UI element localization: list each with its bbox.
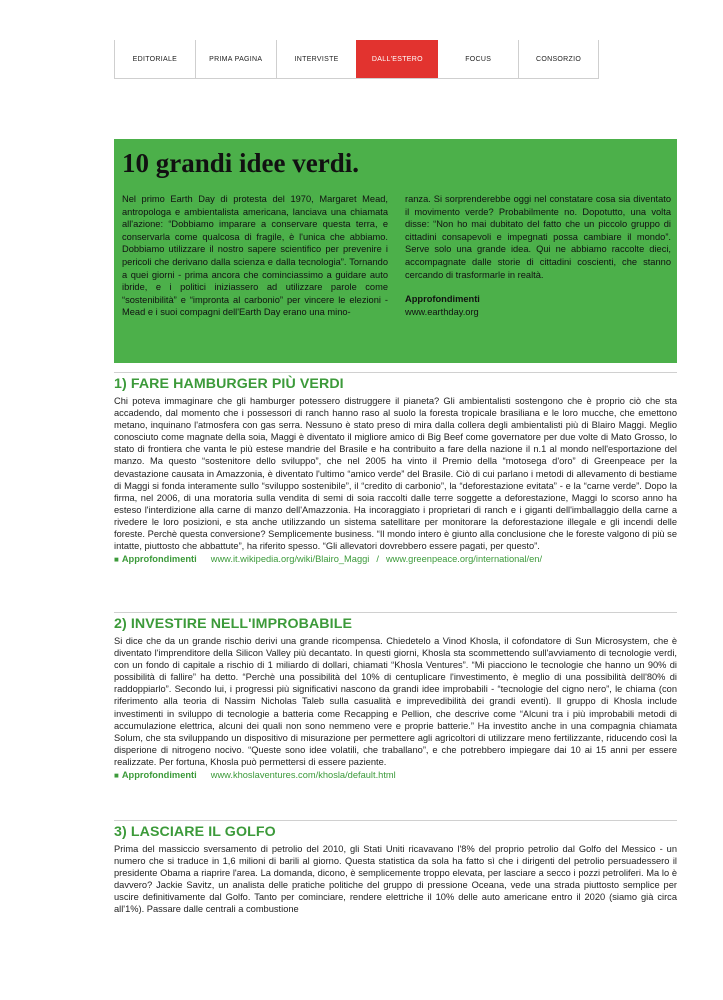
square-bullet-icon: ■ [114,771,119,781]
section-3-body: Prima del massiccio sversamento di petrolio del 2010, gli Stati Uniti ricavavano l'8% del proprio petrolio dal Golfo del Messico - un numero che si traduce in 1,6 milioni di barili al giorno. Questa statistica da sola ha fatto sì che i dirigenti del petrolio persuadessero il presidente Obama a riaprire l'area. La domanda, dicono, è semplicemente troppo elevata, per lasciare a secco i pozzi petroliferi. Ma lo è davvero? Jackie Savitz, un analista delle pratiche politiche del gruppo di pressione Oceana, vede una strada piuttosto semplice per uscire definitivamente dal Golfo. Tanto per cominciare, rendere elettriche il 10% delle auto americane entro il 2020 (siamo già circa all'1%). Passare dalle centrali a combustione [114,844,677,915]
section-2-body: Si dice che da un grande rischio derivi una grande ricompensa. Chiedetelo a Vinod Khosla, il cofondatore di Sun Microsystem, che è diventato l'imprenditore della Silicon Valley più decantato. In questi giorni, Khosla sta scommettendo sull'avviamento di tecnologie verdi, con un fondo di capitale a rischio di 1 miliardo di dollari, chiamati “Khosla Ventures”. “Mi piacciono le tecnologie che hanno un 90% di possibilità di fallire” ha detto. “Perchè una possibilità del 10% di centuplicare l'investimento, è meglio di una possibilità dell'80% di raddoppiarlo”. Secondo lui, i progressi più significativi nascono da grandi idee improbabili - “tecnologie del cigno nero”, le chiama (con riferimento alla teoria di Nassim Nicholas Taleb sulla casualità e imprevedibilità dei grandi eventi). Il gruppo di Khosla include investimenti in sviluppo di tecnologie a batteria come Recapping e Pellion, che descrive come “Alcuni tra i più improbabili metodi di accumulazione elettrica, alcuni dei quali non sono nemmeno vere e proprie batterie.” Ha investito anche in una compagnia chiamata Solum, che sta sviluppando un dispositivo di misurazione per permettere agli agricoltori di utilizzare meno fertilizzante, riducendo così la disperione di nitrogeno nocivo. “Queste sono idee volatili, che traballano”, e che potrebbero impiegare dai 10 ai 15 anni per essere realizzate. Per fortuna, Khosla può permettersi di essere paziente. [114,636,677,767]
link-separator: / [376,554,379,565]
intro-more-label: Approfondimenti [405,294,480,305]
section-divider [114,612,677,613]
intro-column-left [122,193,388,319]
links-label: Approfondimenti [121,554,197,565]
earthday-link[interactable]: www.earthday.org [405,306,479,317]
intro-column-right [405,193,671,319]
section-divider [114,820,677,821]
greenpeace-link[interactable]: www.greenpeace.org/international/en/ [385,554,543,565]
intro-columns [122,193,671,319]
top-navigation [114,40,599,79]
nav-item-dall-estero[interactable]: DALL'ESTERO [356,40,437,78]
khosla-ventures-link[interactable]: www.khoslaventures.com/khosla/default.html [210,770,396,781]
section-3 [114,820,677,916]
page-title: 10 grandi idee verdi. [122,148,359,178]
section-3-title: 3) LASCIARE IL GOLFO [114,824,276,840]
nav-item-prima-pagina[interactable]: PRIMA PAGINA [195,40,276,78]
nav-item-editoriale[interactable]: EDITORIALE [114,40,195,78]
square-bullet-icon: ■ [114,555,119,565]
intro-text-left: Nel primo Earth Day di protesta del 1970, Margaret Mead, antropologa e ambientalista americana, lanciava una chiamata all'azione: “Dobbiamo imparare a conservare questa terra, e conservarla come qualcosa di fragile, è l'unica che abbiamo. Dobbiamo utilizzare il nostro sapere scientifico per prevenire i pericoli che derivano dalla scienza e dalla tecnologia”. Tornando a quei giorni - prima ancora che cominciassimo a guidare auto ibride, e i politici iniziassero ad utilizzare parole come “sostenibilità” e “impronta al carbonio” per vincere le elezioni - Mead e i suoi compagni dell'Earth Day erano una mino- [122,194,388,318]
nav-item-focus[interactable]: FOCUS [437,40,518,78]
section-2-title: 2) INVESTIRE NELL'IMPROBABILE [114,616,353,632]
nav-item-interviste[interactable]: INTERVISTE [276,40,357,78]
section-1-links [114,553,677,566]
section-divider [114,372,677,373]
section-2-links [114,769,677,782]
intro-box [114,139,677,363]
links-label: Approfondimenti [121,770,197,781]
section-1-title: 1) FARE HAMBURGER PIÙ VERDI [114,376,344,392]
section-2 [114,612,677,782]
section-1-body: Chi poteva immaginare che gli hamburger potessero distruggere il pianeta? Gli ambientalisti sostengono che è proprio ciò che sta accadendo, dal momento che i possessori di ranch hanno raso al suolo la foresta tropicale brasiliana e le loro mucche, che emettono metano, inquinano l'atmosfera con gas serra. Nessuno è stato preso di mira dalla collera degli ambientalisti più di Blairo Maggi. Meglio conosciuto come magnate della soia, Maggi è diventato il migliore amico di Big Beef come governatore per due volte di Mato Grosso, lo stato di frontiera che vanta le più estese mandrie del Brasile e ha contribuito a fare della nazione il n.1 al mondo nell'esportazione del manzo. Ma questo “sostenitore dello sviluppo”, che nel 2005 ha vinto il Premio della “motosega d'oro” di Greenpeace per la devastazione causata in Amazzonia, è diventato l'ultimo “amico verde” del Brasile. Ciò di cui parlano i metodi di allevamento di bestiame di Maggi si fonda interamente sullo “sviluppo sostenibile”, il “credito di carbonio”, la “deforestazione evitata” - e la “carne verde”. Dopo la firma, nel 2006, di una moratoria sulla vendita di semi di soia raccolti dalle terre soggette a deforestazione, Maggi lo scorso anno ha esteso l'interdizione alla carne di manzo dell'Amazzonia. Ha incoraggiato i proprietari di ranch e i giganti dell'imballaggio della carne a rivedere le loro posizioni, e sta anche utilizzando un sistema satellitare per monitorare la deforestazione illegale e gli incendi delle foreste. Perchè questa conversione? Semplicemente business. “Il mondo intero è giunto alla conclusione che le foreste valgono di più se intatte, piuttosto che abbattute”, ha riferito spesso. “Gli allevatori dovrebbero essere pagati, per questo”. [114,396,677,552]
intro-text-right: ranza. Si sorprenderebbe oggi nel constatare cosa sia diventato il movimento verde? Probabilmente no. Dopotutto, una volta disse: “Non ho mai dubitato del fatto che un piccolo gruppo di cittadini consapevoli e impegnati possa cambiare il mondo”. Serve solo una grande idea. Qui ne abbiamo raccolte dieci, accompagnate dalle storie di cittadini coscienti, che stanno cercando di trasformarle in realtà. [405,194,671,280]
wikipedia-link[interactable]: www.it.wikipedia.org/wiki/Blairo_Maggi [210,554,370,565]
section-1 [114,372,677,566]
nav-item-consorzio[interactable]: CONSORZIO [518,40,599,78]
